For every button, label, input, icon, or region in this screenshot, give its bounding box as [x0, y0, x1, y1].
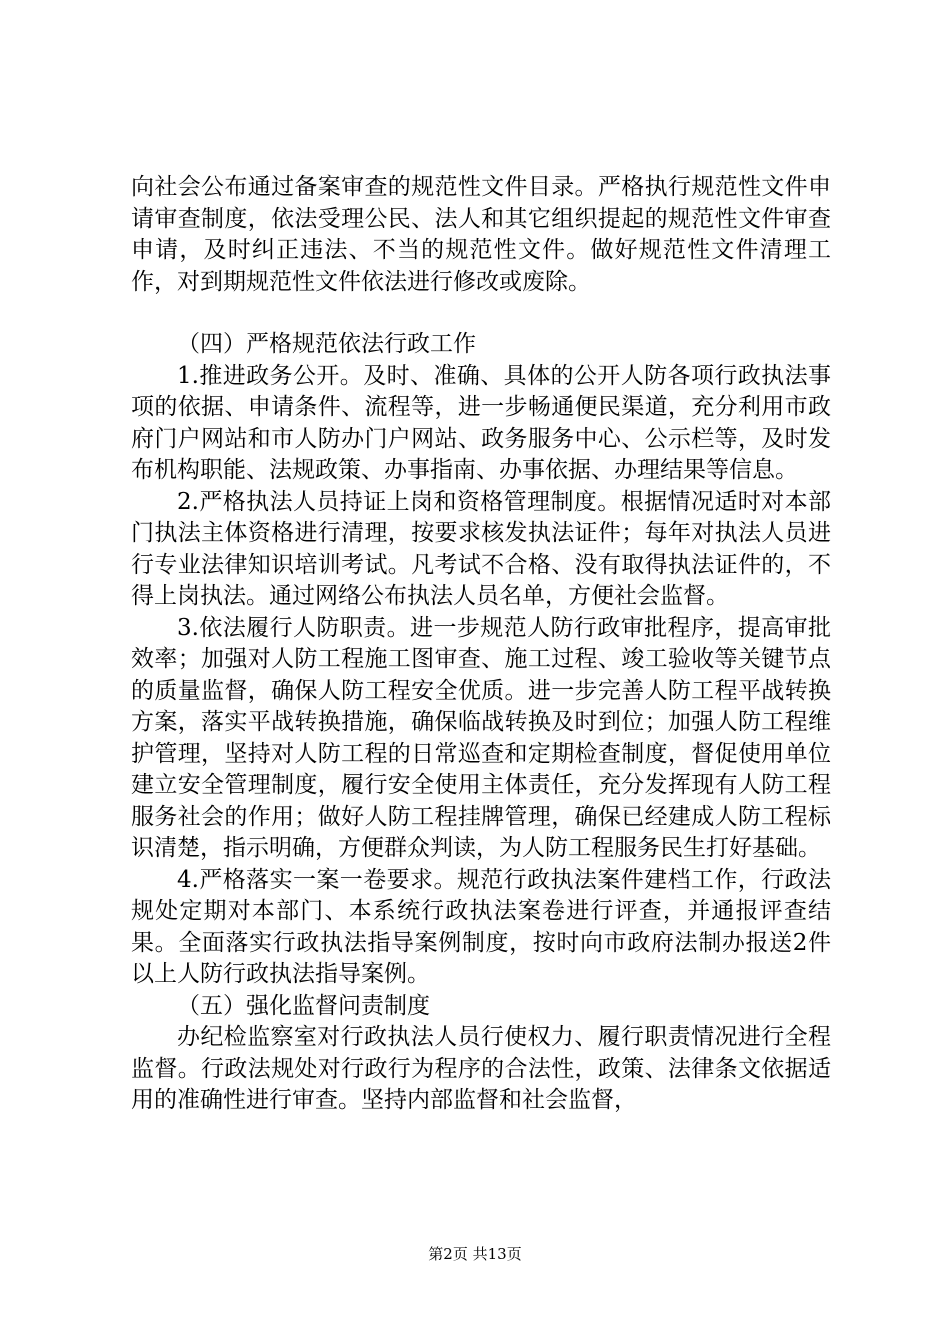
document-body	[131, 172, 831, 1117]
paragraph-item-1: 1.推进政务公开。及时、准确、具体的公开人防各项行政执法事项的依据、申请条件、流程等，进一步畅通便民渠道，充分利用市政府门户网站和市人防办门户网站、政务服务中心、公示栏等，及时发布机构职能、法规政策、办事指南、办事依据、办理结果等信息。	[131, 362, 831, 483]
paragraph-spacer	[131, 298, 831, 329]
section-heading-4: （四）严格规范依法行政工作	[177, 331, 476, 357]
section-heading-5: （五）强化监督问责制度	[177, 992, 430, 1019]
paragraph-supervision: 办纪检监察室对行政执法人员行使权力、履行职责情况进行全程监督。行政法规处对行政行为程序的合法性，政策、法律条文依据适用的准确性进行审查。坚持内部监督和社会监督，	[131, 1024, 831, 1113]
page-footer: 第2页 共13页	[428, 1245, 522, 1263]
paragraph-item-2: 2.严格执法人员持证上岗和资格管理制度。根据情况适时对本部门执法主体资格进行清理，按要求核发执法证件；每年对执法人员进行专业法律知识培训考试。凡考试不合格、没有取得执法证件的，不得上岗执法。通过网络公布执法人员名单，方便社会监督。	[131, 488, 831, 609]
paragraph-normative-documents: 向社会公布通过备案审查的规范性文件目录。严格执行规范性文件申请审查制度，依法受理公民、法人和其它组织提起的规范性文件审查申请，及时纠正违法、不当的规范性文件。做好规范性文件清理工作，对到期规范性文件依法进行修改或废除。	[131, 174, 831, 295]
paragraph-item-4: 4.严格落实一案一卷要求。规范行政执法案件建档工作，行政法规处定期对本部门、本系统行政执法案卷进行评查，并通报评查结果。全面落实行政执法指导案例制度，按时向市政府法制办报送2件以上人防行政执法指导案例。	[131, 866, 831, 987]
paragraph-item-3: 3.依法履行人防职责。进一步规范人防行政审批程序，提高审批效率；加强对人防工程施工图审查、施工过程、竣工验收等关键节点的质量监督，确保人防工程安全优质。进一步完善人防工程平战转换方案，落实平战转换措施，确保临战转换及时到位；加强人防工程维护管理，坚持对人防工程的日常巡查和定期检查制度，督促使用单位建立安全管理制度，履行安全使用主体责任，充分发挥现有人防工程服务社会的作用；做好人防工程挂牌管理，确保已经建成人防工程标识清楚，指示明确，方便群众判读，为人防工程服务民生打好基础。	[131, 614, 831, 861]
